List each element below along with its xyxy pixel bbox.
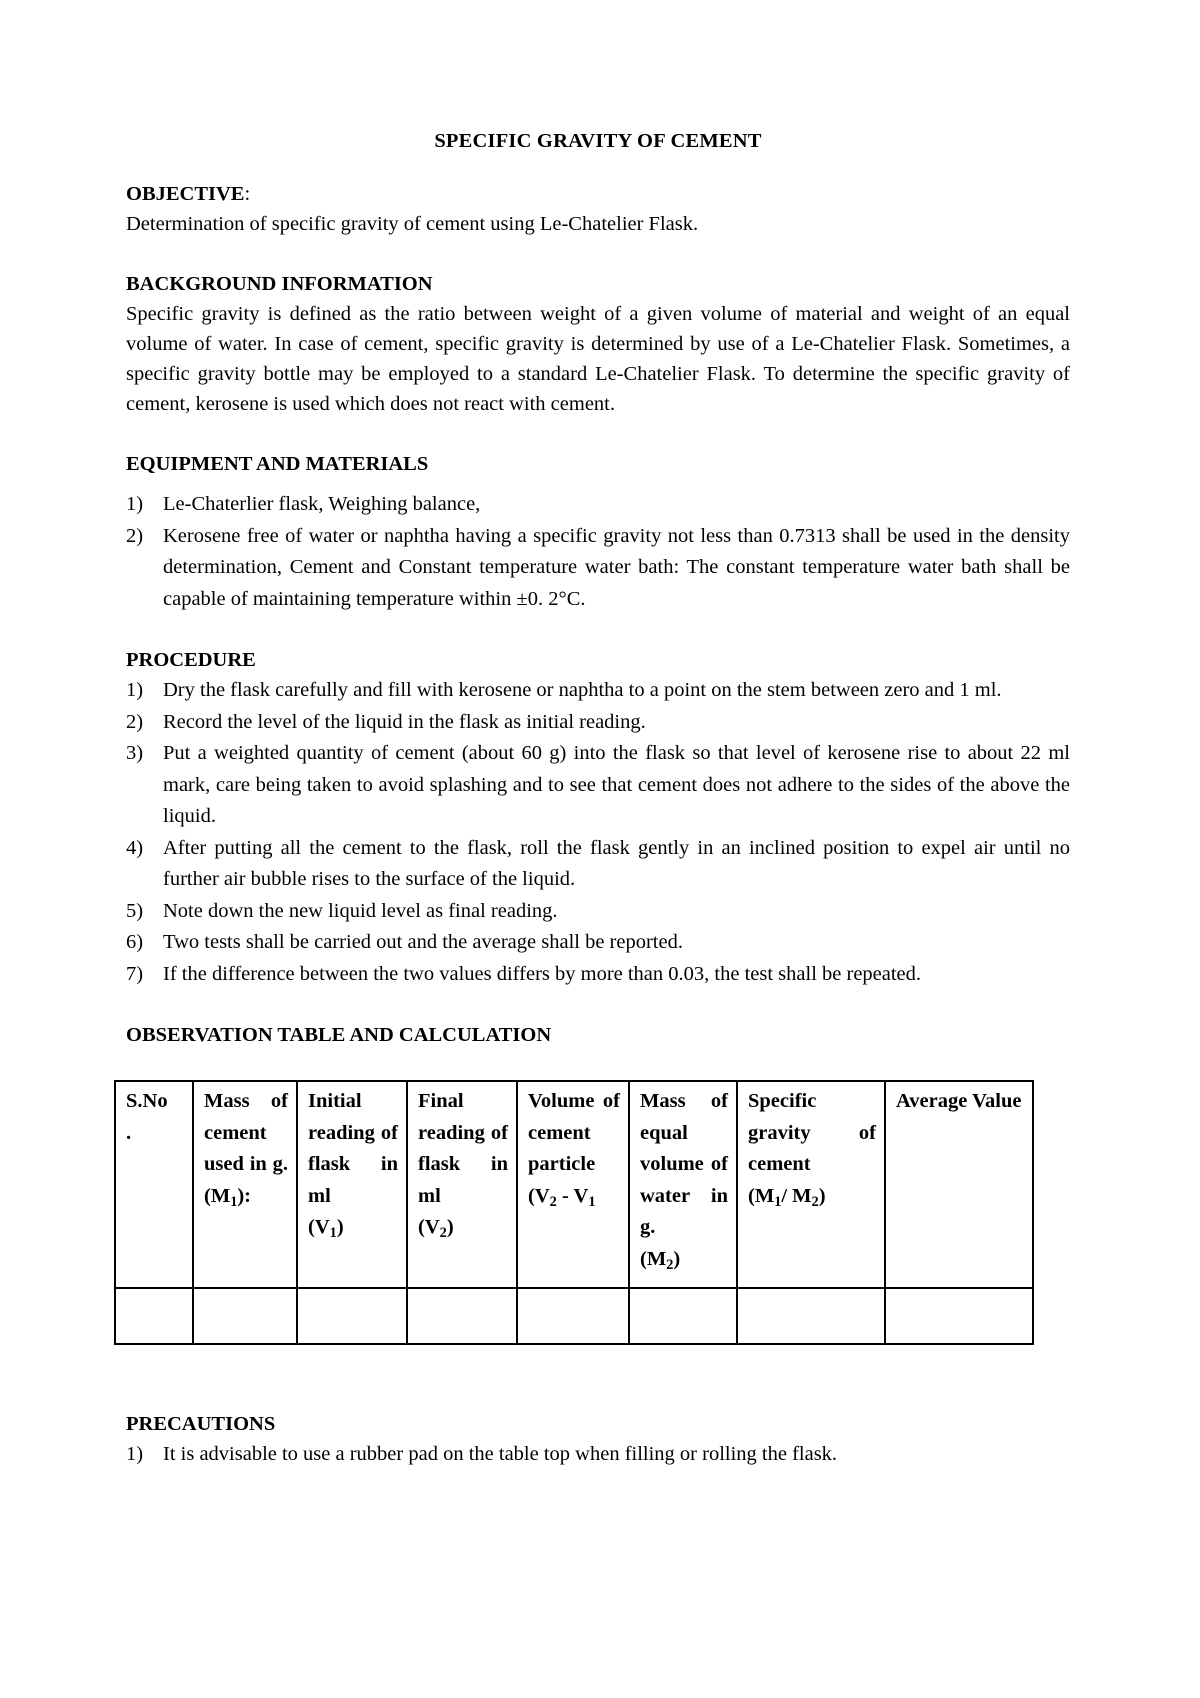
table-cell — [115, 1288, 193, 1344]
header-final-reading: Final reading of flask in ml $(V_2)$ — [407, 1081, 517, 1288]
equipment-heading: EQUIPMENT AND MATERIALS — [126, 453, 429, 475]
header-average-value: Average Value — [885, 1081, 1033, 1288]
page-title: SPECIFIC GRAVITY OF CEMENT — [434, 130, 762, 152]
list-item: 1) It is advisable to use a rubber pad on the table top when filling or rolling the flask. — [126, 1443, 838, 1465]
list-item: 7) If the difference between the two values differs by more than 0.03, the test shall be repeated. — [126, 962, 922, 985]
list-item: 2) Kerosene free of water or naphtha having a specific gravity not less than 0.7313 shall be used in the density determination, Cement and Constant temperature water bath: The constant temperature water bath shall be capable of maintaining temperature within ±0. 2°C. — [126, 524, 1070, 610]
equipment-list — [126, 489, 1070, 615]
document-page — [126, 130, 1070, 1471]
list-item: 3) Put a weighted quantity of cement (about 60 g) into the flask so that level of kerosene rise to about 22 ml mark, care being taken to avoid splashing and to see that cement does not adhere to the sides of the above the liquid. — [126, 742, 1070, 827]
background-heading: BACKGROUND INFORMATION — [126, 273, 433, 295]
table-cell — [407, 1288, 517, 1344]
header-mass-of-cement: Mass of cement used in g. $(M_1)$: — [193, 1081, 297, 1288]
table-row — [115, 1288, 1033, 1344]
header-initial-reading: Initial reading of flask in ml $(V_1)$ — [297, 1081, 407, 1288]
precautions-list — [126, 1439, 1070, 1471]
list-item: 5) Note down the new liquid level as final reading. — [126, 899, 558, 922]
list-item: 4) After putting all the cement to the flask, roll the flask gently in an inclined position to expel air until no further air bubble rises to the surface of the liquid. — [126, 836, 1070, 890]
table-cell — [885, 1288, 1033, 1344]
list-item: 6) Two tests shall be carried out and the average shall be reported. — [126, 931, 683, 953]
table-cell — [193, 1288, 297, 1344]
objective-heading: OBJECTIVE: — [126, 183, 251, 205]
procedure-list — [126, 675, 1070, 990]
table-cell — [629, 1288, 737, 1344]
objective-text: Determination of specific gravity of cement using Le-Chatelier Flask. — [126, 213, 699, 235]
header-sno: S.No . — [115, 1081, 193, 1288]
observation-heading: OBSERVATION TABLE AND CALCULATION — [126, 1024, 552, 1046]
table-cell — [517, 1288, 629, 1344]
header-volume-of-cement: Volume of cement particle ($V_2 - V_1$ — [517, 1081, 629, 1288]
observation-table — [114, 1080, 1034, 1345]
header-mass-of-water: Mass of equal volume of water in g. $(M_2)$ — [629, 1081, 737, 1288]
background-text: Specific gravity is defined as the ratio between weight of a given volume of material and weight of an equal volume of water. In case of cement, specific gravity is determined by use of a Le-Chatelier Flask. Sometimes, a specific gravity bottle may be employed to a standard Le-Chatelier Flask. To determine the specific gravity of cement, kerosene is used which does not react with cement. — [126, 303, 1070, 415]
table-cell — [737, 1288, 885, 1344]
table-cell — [297, 1288, 407, 1344]
list-item: 2) Record the level of the liquid in the flask as initial reading. — [126, 710, 646, 733]
header-specific-gravity: Specific gravity of cement ($M_1/$ $M_2$) — [737, 1081, 885, 1288]
precautions-heading: PRECAUTIONS — [126, 1413, 276, 1435]
table-header-row — [115, 1081, 1033, 1288]
list-item: 1) Dry the flask carefully and fill with kerosene or naphtha to a point on the stem between zero and 1 ml. — [126, 679, 1002, 701]
list-item: 1) Le-Chaterlier flask, Weighing balance, — [126, 493, 481, 515]
procedure-heading: PROCEDURE — [126, 649, 256, 671]
